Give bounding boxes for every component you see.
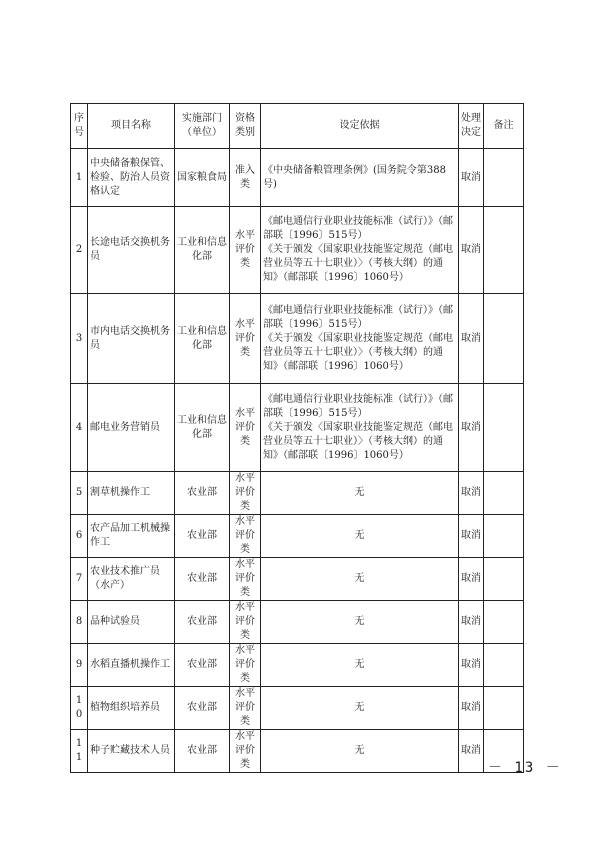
- cell-basis: [261, 601, 459, 644]
- cell-type: 水平评价类: [230, 515, 261, 558]
- table-row: [71, 149, 524, 207]
- cell-no: 7: [71, 558, 88, 601]
- basis-item: 《邮电通信行业职业技能标准（试行）》（邮部联〔1996〕515号）: [263, 393, 453, 419]
- basis-item: 《邮电通信行业职业技能标准（试行）》（邮部联〔1996〕515号）: [263, 304, 453, 330]
- cell-remark: [484, 515, 524, 558]
- basis-item: 无: [354, 487, 365, 498]
- basis-item: 无: [354, 530, 365, 541]
- table-row: [71, 601, 524, 644]
- table-row: [71, 687, 524, 730]
- header-type: 资格类别: [230, 104, 261, 149]
- cell-no: 11: [71, 730, 88, 773]
- basis-item: 无: [354, 702, 365, 713]
- cell-remark: [484, 601, 524, 644]
- cell-dept: 农业部: [175, 687, 230, 730]
- cell-type: 水平评价类: [230, 601, 261, 644]
- basis-item: 《关于颁发〈国家职业技能鉴定规范（邮电营业员等五十七职业）〉（考核大纲）的通知》（邮部联〔1996〕1060号）: [263, 421, 453, 461]
- cell-basis: [261, 384, 459, 472]
- table-row: [71, 207, 524, 294]
- cell-no: 3: [71, 294, 88, 384]
- cell-no: 9: [71, 644, 88, 687]
- cell-name: 品种试验员: [88, 601, 175, 644]
- cell-dept: 工业和信息化部: [175, 207, 230, 294]
- cell-decision: 取消: [459, 384, 484, 472]
- cell-dept: 国家粮食局: [175, 149, 230, 207]
- cell-remark: [484, 472, 524, 515]
- cell-no: 2: [71, 207, 88, 294]
- cell-remark: [484, 384, 524, 472]
- cell-decision: 取消: [459, 294, 484, 384]
- cell-name: 市内电话交换机务员: [88, 294, 175, 384]
- cell-decision: 取消: [459, 601, 484, 644]
- cell-basis: [261, 558, 459, 601]
- basis-item: 无: [354, 616, 365, 627]
- cell-name: 农业技术推广员（水产）: [88, 558, 175, 601]
- cell-dept: 农业部: [175, 601, 230, 644]
- cell-remark: [484, 207, 524, 294]
- cell-dept: 工业和信息化部: [175, 294, 230, 384]
- cell-dept: 工业和信息化部: [175, 384, 230, 472]
- cell-decision: 取消: [459, 687, 484, 730]
- cell-decision: 取消: [459, 730, 484, 773]
- cell-name: 中央储备粮保管、检验、防治人员资格认定: [88, 149, 175, 207]
- cell-no: 10: [71, 687, 88, 730]
- header-decision: 处理决定: [459, 104, 484, 149]
- cell-basis: [261, 644, 459, 687]
- cell-basis: [261, 294, 459, 384]
- cell-decision: 取消: [459, 207, 484, 294]
- cell-type: 水平评价类: [230, 472, 261, 515]
- table-row: [71, 384, 524, 472]
- basis-item: 无: [354, 745, 365, 756]
- cell-name: 农产品加工机械操作工: [88, 515, 175, 558]
- header-remark: 备注: [484, 104, 524, 149]
- cell-basis: [261, 687, 459, 730]
- header-no: 序号: [71, 104, 88, 149]
- cell-name: 长途电话交换机务员: [88, 207, 175, 294]
- cell-no: 4: [71, 384, 88, 472]
- cell-name: 邮电业务营销员: [88, 384, 175, 472]
- cell-no: 6: [71, 515, 88, 558]
- cell-type: 水平评价类: [230, 384, 261, 472]
- cell-name: 植物组织培养员: [88, 687, 175, 730]
- cell-dept: 农业部: [175, 644, 230, 687]
- table-row: [71, 558, 524, 601]
- cell-no: 8: [71, 601, 88, 644]
- cell-dept: 农业部: [175, 472, 230, 515]
- cell-basis: [261, 207, 459, 294]
- page-number: － 13 －: [488, 760, 562, 776]
- cell-type: 水平评价类: [230, 294, 261, 384]
- table-row: [71, 472, 524, 515]
- cell-basis: [261, 515, 459, 558]
- cell-name: 割草机操作工: [88, 472, 175, 515]
- cell-type: 水平评价类: [230, 730, 261, 773]
- table-row: [71, 294, 524, 384]
- cell-decision: 取消: [459, 558, 484, 601]
- cell-remark: [484, 294, 524, 384]
- table-row: [71, 515, 524, 558]
- cell-decision: 取消: [459, 472, 484, 515]
- cell-no: 5: [71, 472, 88, 515]
- cell-remark: [484, 149, 524, 207]
- qualification-table: [70, 103, 524, 773]
- basis-item: 无: [354, 659, 365, 670]
- cell-decision: 取消: [459, 149, 484, 207]
- cell-type: 水平评价类: [230, 687, 261, 730]
- cell-type: 水平评价类: [230, 207, 261, 294]
- basis-item: 《关于颁发〈国家职业技能鉴定规范（邮电营业员等五十七职业）〉（考核大纲）的通知》（邮部联〔1996〕1060号）: [263, 332, 453, 372]
- cell-name: 种子贮藏技术人员: [88, 730, 175, 773]
- header-basis: 设定依据: [261, 104, 459, 149]
- basis-item: 《关于颁发〈国家职业技能鉴定规范（邮电营业员等五十七职业）〉（考核大纲）的通知》（邮部联〔1996〕1060号）: [263, 244, 453, 283]
- table-body: [71, 149, 524, 773]
- header-name: 项目名称: [88, 104, 175, 149]
- cell-dept: 农业部: [175, 515, 230, 558]
- table-row: [71, 644, 524, 687]
- cell-type: 水平评价类: [230, 558, 261, 601]
- cell-dept: 农业部: [175, 730, 230, 773]
- header-dept: 实施部门（单位）: [175, 104, 230, 149]
- basis-item: 《邮电通信行业职业技能标准（试行）》（邮部联〔1996〕515号）: [263, 216, 453, 241]
- basis-item: 无: [354, 573, 365, 584]
- cell-remark: [484, 687, 524, 730]
- cell-decision: 取消: [459, 644, 484, 687]
- table-row: [71, 730, 524, 773]
- cell-basis: [261, 149, 459, 207]
- cell-remark: [484, 644, 524, 687]
- cell-basis: [261, 730, 459, 773]
- cell-decision: 取消: [459, 515, 484, 558]
- cell-dept: 农业部: [175, 558, 230, 601]
- cell-basis: [261, 472, 459, 515]
- basis-item: 《中央储备粮管理条例》(国务院令第388号): [263, 164, 446, 190]
- cell-remark: [484, 558, 524, 601]
- cell-no: 1: [71, 149, 88, 207]
- header-row: [71, 104, 524, 149]
- cell-name: 水稻直播机操作工: [88, 644, 175, 687]
- cell-type: 准入类: [230, 149, 261, 207]
- cell-type: 水平评价类: [230, 644, 261, 687]
